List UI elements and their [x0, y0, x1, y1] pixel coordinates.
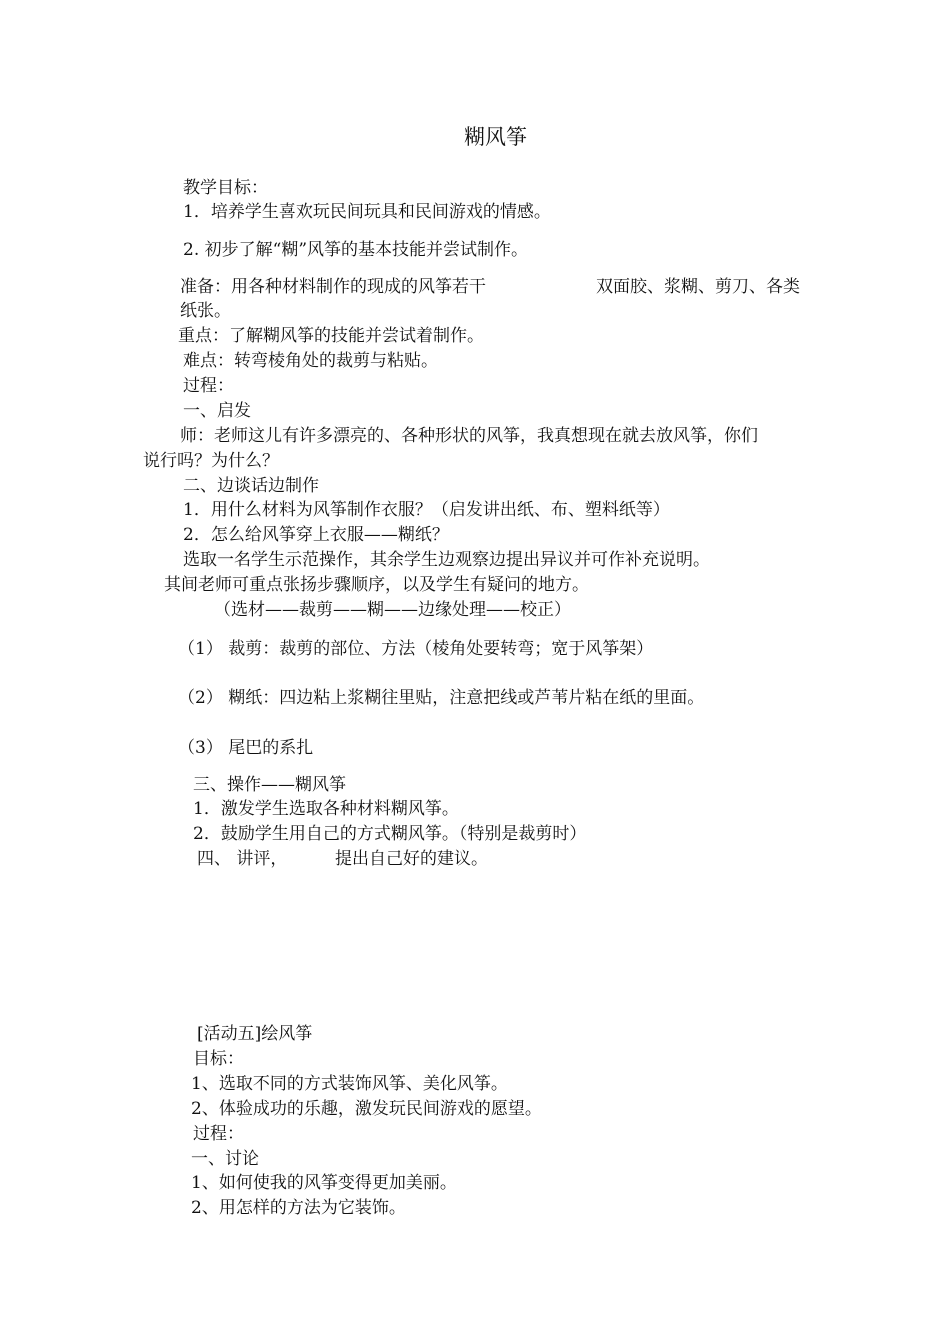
substep-3: （3） 尾巴的系扎: [178, 738, 314, 758]
step4-text: 提出自己好的建议。: [335, 849, 488, 869]
step2-demo-line-a: 选取一名学生示范操作，其余学生边观察边提出异议并可作补充说明。: [183, 550, 710, 570]
preparation-materials: 准备：用各种材料制作的现成的风筝若干: [180, 277, 486, 297]
process-heading: 过程：: [183, 376, 234, 396]
preparation-tools: 双面胶、浆糊、剪刀、各类: [596, 277, 800, 297]
step1-teacher-line-a: 师：老师这儿有许多漂亮的、各种形状的风筝，我真想现在就去放风筝，你们: [180, 426, 758, 446]
objective-2: 2. 初步了解“糊”风筝的基本技能并尝试制作。: [183, 240, 529, 260]
step2-sequence: （选材——裁剪——糊——边缘处理——校正）: [214, 600, 571, 620]
difficulty: 难点：转弯棱角处的裁剪与粘贴。: [183, 351, 438, 371]
step1-teacher-line-b: 说行吗？为什么？: [143, 451, 279, 471]
step2-question-2: 2．怎么给风筝穿上衣服——糊纸？: [183, 525, 449, 545]
step3-heading: 三、操作——糊风筝: [193, 775, 346, 795]
activity5-title: [活动五]绘风筝: [197, 1024, 313, 1044]
preparation-paper: 纸张。: [180, 301, 231, 321]
activity5-step1-heading: 一、讨论: [191, 1149, 259, 1169]
activity5-process-heading: 过程：: [193, 1124, 244, 1144]
step2-demo-line-b: 其间老师可重点张扬步骤顺序，以及学生有疑问的地方。: [164, 575, 589, 595]
activity5-goal-1: 1、选取不同的方式装饰风筝、美化风筝。: [191, 1074, 508, 1094]
activity5-goal-2: 2、体验成功的乐趣，激发玩民间游戏的愿望。: [191, 1099, 542, 1119]
step4-label: 四、 讲评，: [197, 849, 288, 869]
preparation-line: [180, 276, 486, 298]
activity5-question-2: 2、用怎样的方法为它装饰。: [191, 1198, 406, 1218]
objective-1: 1．培养学生喜欢玩民间玩具和民间游戏的情感。: [183, 202, 551, 222]
activity5-question-1: 1、如何使我的风筝变得更加美丽。: [191, 1173, 457, 1193]
step1-heading: 一、启发: [183, 401, 251, 421]
activity5-goal-heading: 目标：: [193, 1049, 244, 1069]
step3-item-1: 1．激发学生选取各种材料糊风筝。: [193, 799, 459, 819]
step2-question-1: 1．用什么材料为风筝制作衣服？（启发讲出纸、布、塑料纸等）: [183, 500, 670, 520]
page-title: 糊风筝: [464, 125, 527, 149]
step3-item-2: 2．鼓励学生用自己的方式糊风筝。（特别是裁剪时）: [193, 824, 587, 844]
objectives-heading: 教学目标：: [183, 178, 268, 198]
step2-heading: 二、边谈话边制作: [183, 476, 319, 496]
substep-2: （2） 糊纸：四边粘上浆糊往里贴，注意把线或芦苇片粘在纸的里面。: [178, 688, 705, 708]
key-point: 重点：了解糊风筝的技能并尝试着制作。: [178, 326, 484, 346]
substep-1: （1） 裁剪：裁剪的部位、方法（棱角处要转弯；宽于风筝架）: [178, 639, 654, 659]
